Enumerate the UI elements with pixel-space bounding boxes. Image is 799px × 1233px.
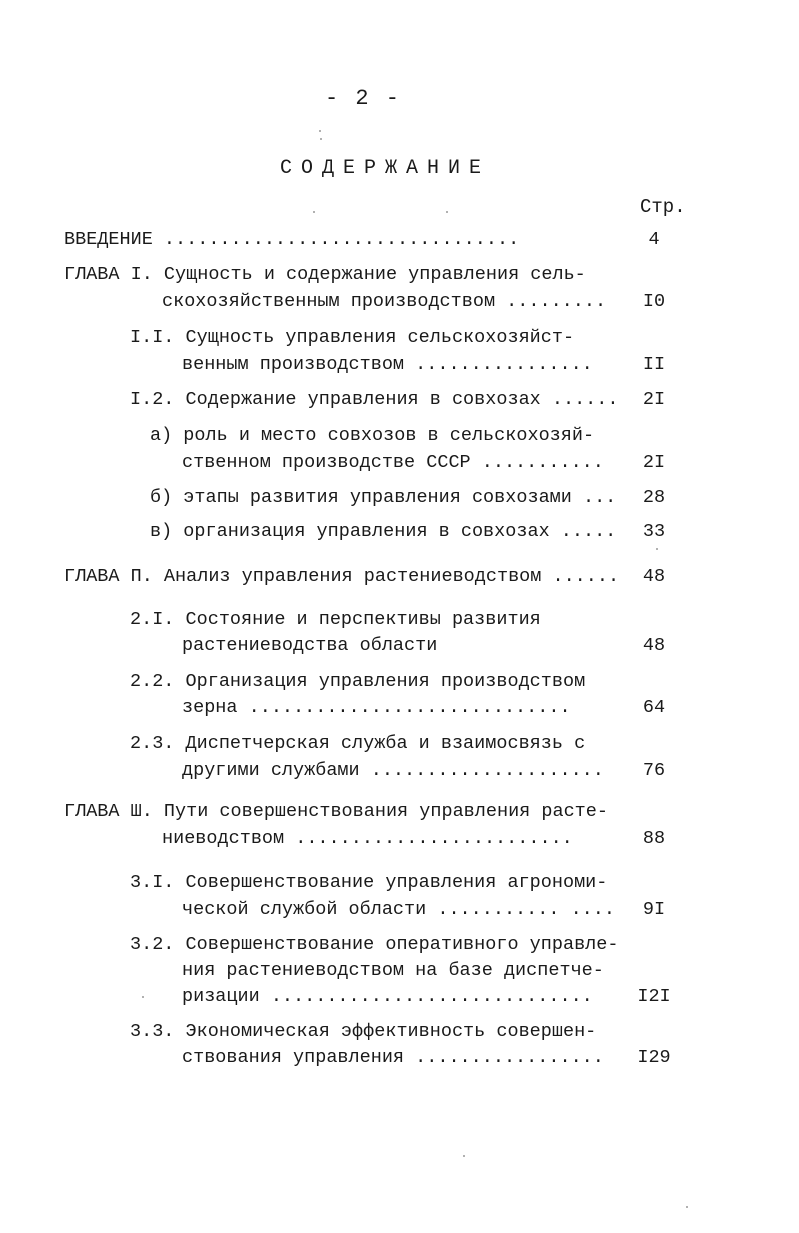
- toc-page-number: 33: [642, 521, 666, 542]
- toc-chapter-1-line2: скохозяйственным производством .........: [162, 291, 607, 312]
- toc-page-number: 2I: [642, 452, 666, 473]
- toc-chapter-1-line1: ГЛАВА I. Сущность и содержание управления сель-: [64, 264, 586, 285]
- toc-page-number: II: [642, 354, 666, 375]
- toc-page-number: 9I: [642, 899, 666, 920]
- toc-page-number: 2I: [642, 389, 666, 410]
- scan-speck: [686, 1206, 688, 1208]
- toc-section-2-2-line1: 2.2. Организация управления производством: [130, 671, 586, 692]
- scan-speck: [142, 996, 144, 998]
- toc-section-1-1-line1: I.I. Сущность управления сельскохозяйст-: [130, 327, 575, 348]
- toc-section-3-2-line3: ризации .............................: [182, 986, 593, 1007]
- toc-chapter-3-line1: ГЛАВА Ш. Пути совершенствования управления расте-: [64, 801, 608, 822]
- toc-page-number: I2I: [637, 986, 671, 1007]
- toc-page-number: 28: [642, 487, 666, 508]
- toc-subsection-a-line2: ственном производстве СССР ...........: [182, 452, 604, 473]
- scan-speck: [656, 548, 658, 550]
- page-column-header: Стр.: [640, 196, 686, 218]
- toc-page-number: 88: [642, 828, 666, 849]
- toc-section-2-3-line1: 2.3. Диспетчерская служба и взаимосвязь с: [130, 733, 586, 754]
- toc-section-3-2-line1: 3.2. Совершенствование оперативного управле-: [130, 934, 619, 955]
- scan-speck: [313, 211, 315, 213]
- toc-section-2-3-line2: другими службами .....................: [182, 760, 604, 781]
- toc-section-2-2-line2: зерна .............................: [182, 697, 571, 718]
- toc-page-number: 4: [648, 229, 660, 250]
- page-title: СОДЕРЖАНИЕ: [279, 157, 491, 180]
- toc-page-number: 64: [642, 697, 666, 718]
- toc-page-number: 48: [642, 635, 666, 656]
- toc-subsection-a-line1: а) роль и место совхозов в сельскохозяй-: [150, 425, 595, 446]
- toc-section-2-1-line2: растениеводства области: [182, 635, 438, 656]
- scan-speck: [320, 138, 322, 140]
- scan-speck: [319, 130, 321, 132]
- toc-section-3-1-line2: ческой службой области ........... ....: [182, 899, 615, 920]
- toc-section-1-1-line2: венным производством ................: [182, 354, 593, 375]
- toc-section-3-1-line1: 3.I. Совершенствование управления агрономи-: [130, 872, 608, 893]
- toc-subsection-v: в) организация управления в совхозах .....: [150, 521, 617, 542]
- toc-page-number: 76: [642, 760, 666, 781]
- toc-section-1-2: I.2. Содержание управления в совхозах ......: [130, 389, 619, 410]
- toc-subsection-b: б) этапы развития управления совхозами ...: [150, 487, 617, 508]
- toc-section-2-1-line1: 2.I. Состояние и перспективы развития: [130, 609, 541, 630]
- toc-page-number: I0: [642, 291, 666, 312]
- toc-chapter-2: ГЛАВА П. Анализ управления растениеводством ......: [64, 566, 620, 587]
- toc-entry-introduction: ВВЕДЕНИЕ ................................: [64, 229, 520, 250]
- toc-chapter-3-line2: ниеводством .........................: [162, 828, 573, 849]
- page-number: - 2 -: [324, 86, 401, 111]
- toc-page-number: 48: [642, 566, 666, 587]
- toc-page-number: I29: [637, 1047, 671, 1068]
- toc-section-3-2-line2: ния растениеводством на базе диспетче-: [182, 960, 604, 981]
- toc-section-3-3-line2: ствования управления .................: [182, 1047, 604, 1068]
- toc-section-3-3-line1: 3.3. Экономическая эффективность совершен-: [130, 1021, 597, 1042]
- scan-speck: [446, 211, 448, 213]
- scan-speck: [463, 1155, 465, 1157]
